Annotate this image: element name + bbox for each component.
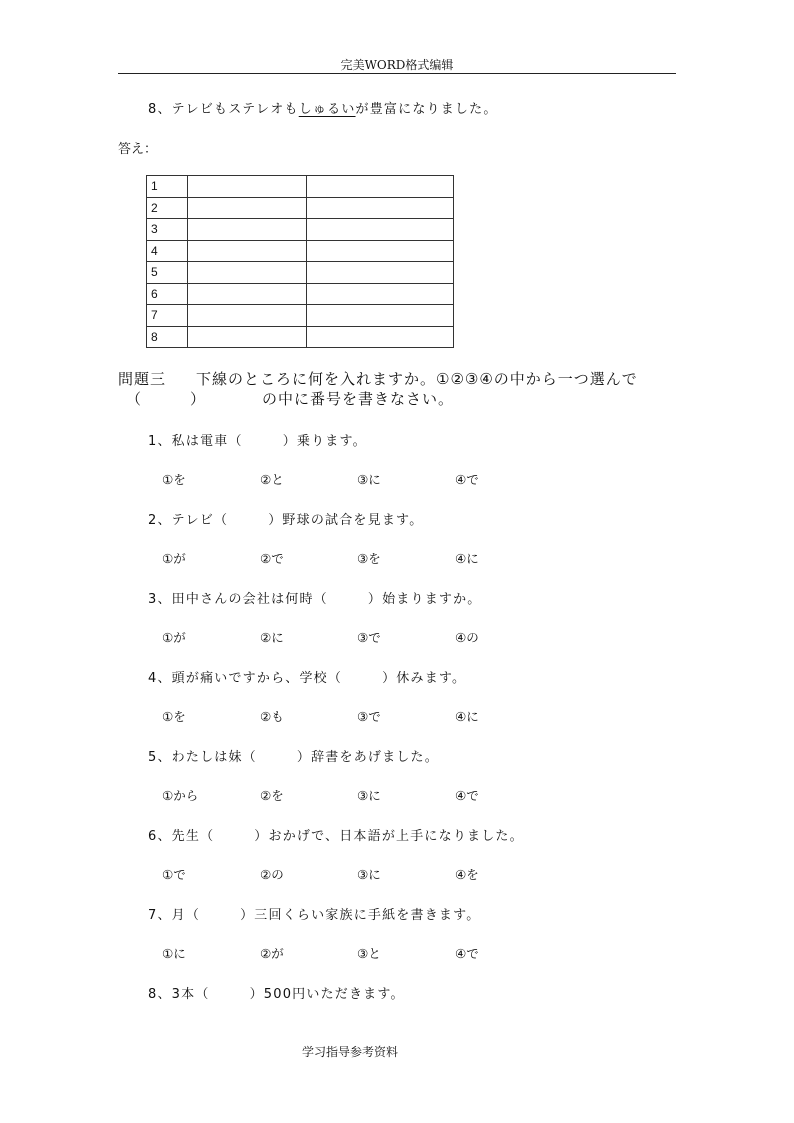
question-text-before: 、テレビ（ — [157, 513, 229, 528]
question-text-before: 、3本（ — [157, 987, 210, 1002]
question-text-after: ）おかげで、日本語が上手になりました。 — [254, 829, 524, 844]
choice-option[interactable]: ②が — [260, 946, 284, 961]
answer-cell[interactable] — [188, 176, 307, 198]
row-number: 7 — [147, 305, 188, 327]
question-text-before: 、月（ — [157, 908, 201, 923]
question-number: 2 — [148, 513, 158, 528]
table-row — [147, 197, 454, 219]
prev-question-8 — [148, 98, 498, 117]
answer-cell[interactable] — [307, 219, 454, 241]
row-number: 8 — [147, 326, 188, 348]
table-row — [147, 283, 454, 305]
question-text-after: ）辞書をあげました。 — [296, 750, 439, 765]
question-7 — [148, 904, 480, 923]
choice-option[interactable]: ①から — [162, 788, 199, 803]
question-3 — [148, 588, 482, 607]
row-number: 3 — [147, 219, 188, 241]
question-text-after: ）500円いただきます。 — [249, 987, 405, 1002]
choice-option[interactable]: ②も — [260, 709, 284, 724]
choice-option[interactable]: ③で — [357, 709, 381, 724]
choice-option[interactable]: ④で — [455, 946, 479, 961]
answer-cell[interactable] — [307, 197, 454, 219]
answer-cell[interactable] — [188, 305, 307, 327]
question-5 — [148, 746, 439, 765]
answer-cell[interactable] — [188, 262, 307, 284]
choice-option[interactable]: ①が — [162, 551, 186, 566]
open-paren: （ — [126, 390, 143, 408]
question-text-before: 、田中さんの会社は何時（ — [157, 592, 328, 607]
answer-cell[interactable] — [307, 176, 454, 198]
answer-cell[interactable] — [307, 262, 454, 284]
answer-cell[interactable] — [188, 197, 307, 219]
choice-option[interactable]: ①が — [162, 630, 186, 645]
choice-option[interactable]: ④の — [455, 630, 479, 645]
choice-option[interactable]: ①で — [162, 867, 186, 882]
page-footer: 学习指导参考资料 — [301, 1045, 398, 1059]
question-text-before: 、頭が痛いですから、学校（ — [157, 671, 343, 686]
question-text-before: 、わたしは妹（ — [157, 750, 257, 765]
question-text-after: ）休みます。 — [382, 671, 467, 686]
choice-option[interactable]: ②を — [260, 788, 284, 803]
section-instruction-line2 — [126, 388, 454, 409]
question-text: が豊富になりました。 — [355, 102, 498, 117]
answer-cell[interactable] — [307, 305, 454, 327]
choice-option[interactable]: ③に — [357, 472, 381, 487]
choice-option[interactable]: ④で — [455, 472, 479, 487]
choice-option[interactable]: ③に — [357, 867, 381, 882]
choice-option[interactable]: ④に — [455, 709, 479, 724]
row-number: 4 — [147, 240, 188, 262]
section-instruction: 下線のところに何を入れますか。①②③④の中から一つ選んで — [196, 370, 638, 388]
answer-label: 答え： — [118, 142, 158, 157]
row-number: 2 — [147, 197, 188, 219]
question-number: 8 — [148, 987, 158, 1002]
choice-option[interactable]: ①を — [162, 709, 186, 724]
choice-option[interactable]: ①に — [162, 946, 186, 961]
question-text-before: 、先生（ — [157, 829, 215, 844]
question-2 — [148, 509, 423, 528]
choice-option[interactable]: ③を — [357, 551, 381, 566]
row-number: 6 — [147, 283, 188, 305]
question-text-before: 、私は電車（ — [157, 434, 243, 449]
table-row — [147, 240, 454, 262]
question-number: 7 — [148, 908, 158, 923]
question-4 — [148, 667, 466, 686]
answer-cell[interactable] — [188, 240, 307, 262]
section-label: 問題三 — [118, 370, 167, 388]
answer-cell[interactable] — [188, 326, 307, 348]
row-number: 5 — [147, 262, 188, 284]
section-heading — [118, 368, 638, 389]
choice-option[interactable]: ④を — [455, 867, 479, 882]
choice-option[interactable]: ④に — [455, 551, 479, 566]
close-paren: ） — [190, 390, 207, 408]
choice-option[interactable]: ③で — [357, 630, 381, 645]
choice-option[interactable]: ②に — [260, 630, 284, 645]
question-text-after: ）始まりますか。 — [367, 592, 482, 607]
answer-cell[interactable] — [307, 240, 454, 262]
question-1 — [148, 430, 367, 449]
question-6 — [148, 825, 524, 844]
answer-table — [146, 175, 454, 348]
question-number: 6 — [148, 829, 158, 844]
table-row — [147, 326, 454, 348]
question-number: 8 — [148, 102, 158, 117]
question-number: 4 — [148, 671, 158, 686]
question-8 — [148, 983, 405, 1002]
choice-option[interactable]: ②で — [260, 551, 284, 566]
question-text-after: ）三回くらい家族に手紙を書きます。 — [240, 908, 481, 923]
answer-cell[interactable] — [188, 219, 307, 241]
underlined-word: しゅるい — [298, 102, 356, 117]
question-text-after: ）野球の試合を見ます。 — [268, 513, 424, 528]
question-number: 3 — [148, 592, 158, 607]
table-row — [147, 262, 454, 284]
question-text-after: ）乗ります。 — [282, 434, 367, 449]
choice-option[interactable]: ④で — [455, 788, 479, 803]
question-number: 5 — [148, 750, 158, 765]
table-row — [147, 176, 454, 198]
choice-option[interactable]: ②の — [260, 867, 284, 882]
table-row — [147, 305, 454, 327]
choice-option[interactable]: ①を — [162, 472, 186, 487]
answer-cell[interactable] — [307, 283, 454, 305]
page-header: 完美WORD格式编辑 — [340, 58, 454, 72]
question-text: 、テレビもステレオも — [157, 102, 299, 117]
answer-cell[interactable] — [188, 283, 307, 305]
choice-option[interactable]: ③と — [357, 946, 381, 961]
header-divider — [118, 73, 676, 74]
section-instruction-rest: の中に番号を書きなさい。 — [262, 390, 455, 408]
choice-option[interactable]: ②と — [260, 472, 284, 487]
choice-option[interactable]: ③に — [357, 788, 381, 803]
table-row — [147, 219, 454, 241]
answer-cell[interactable] — [307, 326, 454, 348]
row-number: 1 — [147, 176, 188, 198]
question-number: 1 — [148, 434, 158, 449]
